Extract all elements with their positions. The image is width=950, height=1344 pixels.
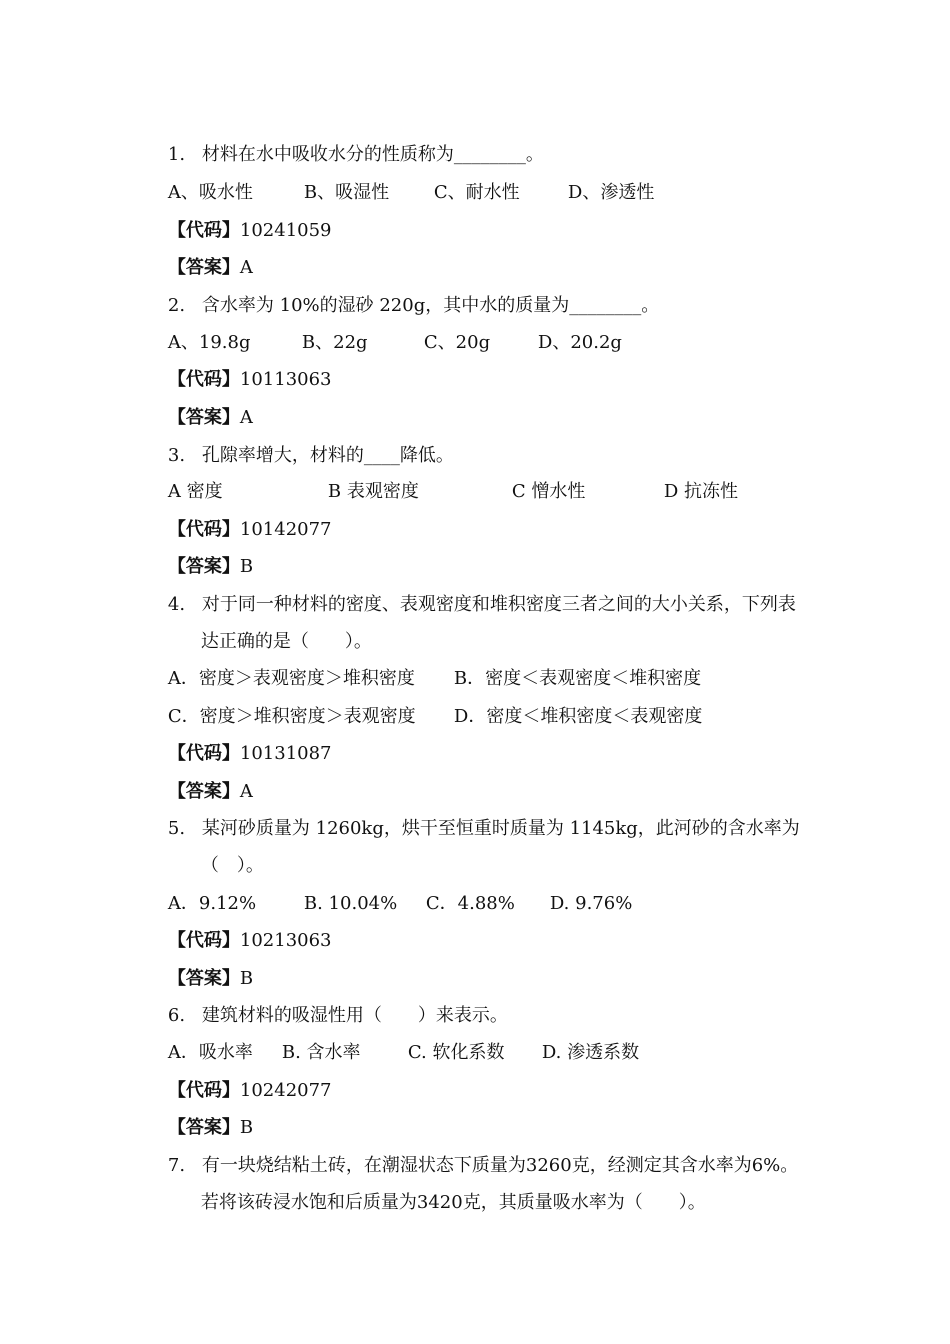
question-text: 若将该砖浸水饱和后质量为3420克，其质量吸水率为（ ）。 — [200, 1192, 706, 1213]
option-d: D 抗冻性 — [663, 481, 739, 502]
option-a: A、19.8g — [167, 332, 251, 353]
option-a: A 密度 — [167, 481, 223, 502]
question-number: 3. — [167, 445, 186, 466]
question-number: 5. — [167, 818, 186, 839]
code-label: 【代码】 — [167, 930, 240, 951]
option-c: C. 软化系数 — [407, 1042, 505, 1063]
answer-value: B — [239, 1117, 254, 1138]
question-7-stem-continued — [178, 1167, 706, 1239]
option-a: A．9.12% — [167, 893, 257, 914]
answer-value: A — [239, 781, 253, 802]
option-c: C、耐水性 — [433, 182, 520, 203]
option-a: A．吸水率 — [167, 1042, 253, 1063]
answer-value: A — [239, 257, 253, 278]
question-text: 某河砂质量为 1260kg，烘干至恒重时质量为 1145kg，此河砂的含水率为 — [201, 818, 800, 839]
question-number: 7. — [167, 1155, 186, 1176]
question-number: 1. — [167, 144, 186, 165]
code-label: 【代码】 — [167, 1080, 240, 1101]
answer-label: 【答案】 — [167, 781, 240, 802]
code-value: 10131087 — [239, 743, 332, 764]
question-text: （ ）。 — [200, 855, 264, 876]
question-text: 材料在水中吸收水分的性质称为________。 — [201, 144, 544, 165]
question-text: 建筑材料的吸湿性用（ ）来表示。 — [201, 1005, 508, 1026]
answer-label: 【答案】 — [167, 556, 240, 577]
question-number: 6. — [167, 1005, 186, 1026]
code-label: 【代码】 — [167, 743, 240, 764]
option-b: B 表观密度 — [327, 481, 419, 502]
answer-label: 【答案】 — [167, 407, 240, 428]
option-c: C．4.88% — [425, 893, 515, 914]
question-number: 2. — [167, 295, 186, 316]
option-b: B. 10.04% — [303, 893, 398, 914]
option-b: B. 含水率 — [281, 1042, 361, 1063]
code-value: 10142077 — [239, 519, 332, 540]
code-value: 10242077 — [239, 1080, 332, 1101]
option-d: D. 渗透系数 — [541, 1042, 640, 1063]
answer-label: 【答案】 — [167, 257, 240, 278]
code-value: 10241059 — [239, 220, 332, 241]
option-c: C 憎水性 — [511, 481, 586, 502]
code-value: 10213063 — [239, 930, 332, 951]
answer-value: A — [239, 407, 253, 428]
code-label: 【代码】 — [167, 369, 240, 390]
answer-label: 【答案】 — [167, 1117, 240, 1138]
code-label: 【代码】 — [167, 220, 240, 241]
answer-value: B — [239, 556, 254, 577]
question-number: 4. — [167, 594, 186, 615]
option-d: D、20.2g — [537, 332, 622, 353]
question-text: 有一块烧结粘土砖，在潮湿状态下质量为3260克，经测定其含水率为6%。 — [201, 1155, 799, 1176]
option-a: A、吸水性 — [167, 182, 253, 203]
answer-label: 【答案】 — [167, 968, 240, 989]
option-d: D、渗透性 — [567, 182, 655, 203]
option-d: D. 9.76% — [549, 893, 633, 914]
question-text: 对于同一种材料的密度、表观密度和堆积密度三者之间的大小关系，下列表 — [201, 594, 796, 615]
option-b: B、吸湿性 — [303, 182, 390, 203]
option-c: C．密度＞堆积密度＞表观密度 — [167, 706, 416, 727]
option-b: B、22g — [301, 332, 368, 353]
option-d: D．密度＜堆积密度＜表观密度 — [453, 706, 703, 727]
option-c: C、20g — [423, 332, 491, 353]
option-a: A．密度＞表观密度＞堆积密度 — [167, 668, 415, 689]
question-text: 含水率为 10%的湿砂 220g，其中水的质量为________。 — [201, 295, 660, 316]
code-value: 10113063 — [239, 369, 332, 390]
code-label: 【代码】 — [167, 519, 240, 540]
question-text: 孔隙率增大，材料的____降低。 — [201, 445, 454, 466]
option-b: B．密度＜表观密度＜堆积密度 — [453, 668, 702, 689]
question-text: 达正确的是（ ）。 — [200, 631, 372, 652]
answer-value: B — [239, 968, 254, 989]
